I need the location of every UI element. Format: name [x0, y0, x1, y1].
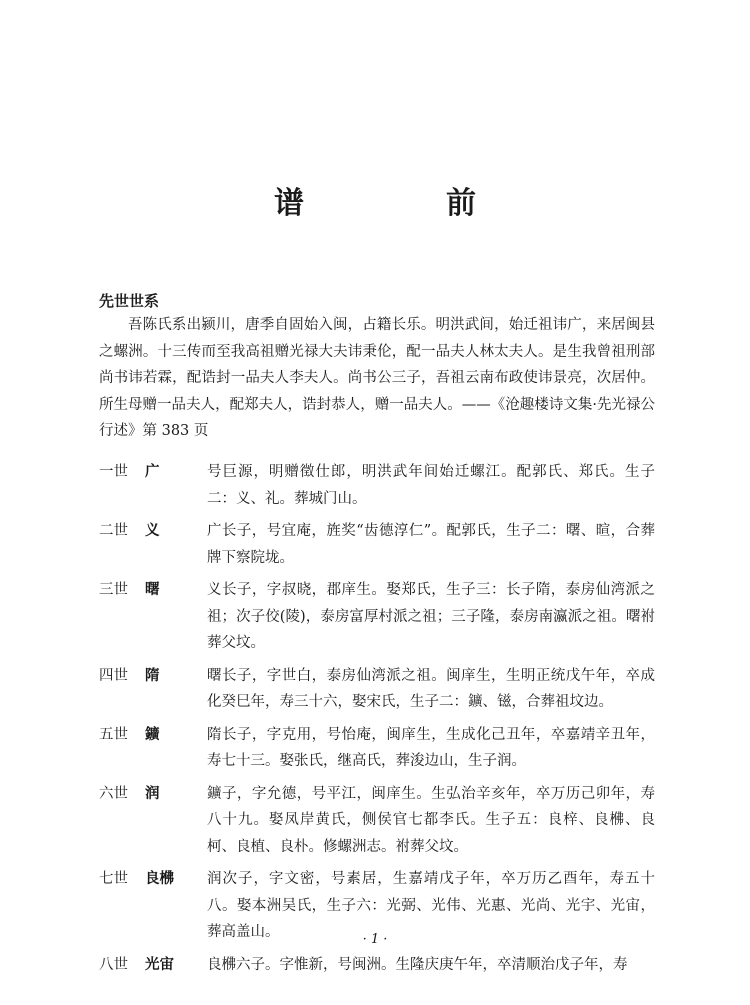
generation-row	[0, 459, 750, 512]
ancestor-name: 润	[145, 785, 160, 802]
page-number: · 1 ·	[362, 932, 388, 947]
intro-paragraph: 吾陈氏系出颍川，唐季自固始入闽，占籍长乐。明洪武间，始迁祖讳广，来居闽县之螺洲。十三传而至我高祖赠光禄大夫讳秉伦，配一品夫人林太夫人。是生我曾祖刑部尚书讳若霖，配诰封一品夫人李夫人。尚书公三子，吾祖云南布政使讳景亮，次居仲。所生母赠一品夫人，配郑夫人，诰封恭人，赠一品夫人。——《沧趣楼诗文集·先光禄公行述》第 383 页	[99, 317, 655, 439]
ancestor-name: 良梻	[145, 871, 174, 887]
generation-number: 五世	[99, 726, 128, 743]
generation-row	[0, 577, 750, 657]
ancestor-description: 润次子，字文密，号素居，生嘉靖戊子年，卒万历乙酉年，寿五十八。娶本洲吴氏，生子六：光弼、光伟、光惠、光尚、光宇、光宙，葬高盖山。	[207, 871, 655, 940]
ancestor-name: 鑛	[145, 726, 160, 743]
generation-number: 八世	[99, 956, 128, 973]
generation-row	[0, 952, 750, 979]
generation-number: 三世	[99, 582, 128, 598]
ancestor-name: 广	[145, 464, 160, 480]
generation-number: 七世	[99, 871, 128, 887]
generation-number: 二世	[99, 523, 128, 539]
generation-row	[0, 518, 750, 571]
section-heading: 先世世系	[99, 292, 160, 310]
generation-number: 四世	[99, 667, 128, 684]
ancestor-description: 曙长子，字世白，泰房仙湾派之祖。闽庠生，生明正统戊午年，卒成化癸巳年，寿三十六，娶宋氏，生子二：鑛、镃，合葬祖坟边。	[207, 667, 655, 710]
generation-list	[0, 459, 750, 984]
page-title: 谱 前	[274, 186, 532, 221]
ancestor-name: 光宙	[145, 956, 174, 973]
generation-row	[0, 663, 750, 716]
ancestor-description: 号巨源，明赠徵仕郎，明洪武年间始迁螺江。配郭氏、郑氏。生子二：义、礼。葬城门山。	[207, 464, 655, 507]
ancestor-name: 隋	[145, 667, 160, 684]
ancestor-description: 鑛子，字允德，号平江，闽庠生。生弘治辛亥年，卒万历己卯年，寿八十九。娶凤岸黄氏，侧侯官七都李氏。生子五：良梓、良梻、良柯、良植、良朴。修螺洲志。祔葬父坟。	[207, 785, 655, 855]
generation-row	[0, 722, 750, 775]
generation-number: 一世	[99, 464, 128, 480]
generation-number: 六世	[99, 785, 128, 802]
ancestor-name: 曙	[145, 582, 160, 598]
ancestor-description: 良梻六子。字惟新，号闽洲。生隆庆庚午年，卒清顺治戊子年，寿	[207, 956, 628, 973]
ancestor-name: 义	[145, 523, 160, 539]
ancestor-description: 义长子，字叔晓，郡庠生。娶郑氏，生子三：长子隋，泰房仙湾派之祖；次子佼(陵)，泰房富厚村派之祖；三子隆，泰房南瀛派之祖。曙祔葬父坟。	[207, 582, 655, 651]
ancestor-description: 隋长子，字克用，号怡庵，闽庠生，生成化己丑年，卒嘉靖辛丑年，寿七十三。娶张氏，继高氏，葬浚边山，生子润。	[207, 726, 655, 769]
generation-row	[0, 781, 750, 861]
ancestor-description: 广长子，号宜庵，旌奖“齿德淳仁”。配郭氏，生子二：曙、暄，合葬牌下察院垅。	[207, 523, 655, 566]
